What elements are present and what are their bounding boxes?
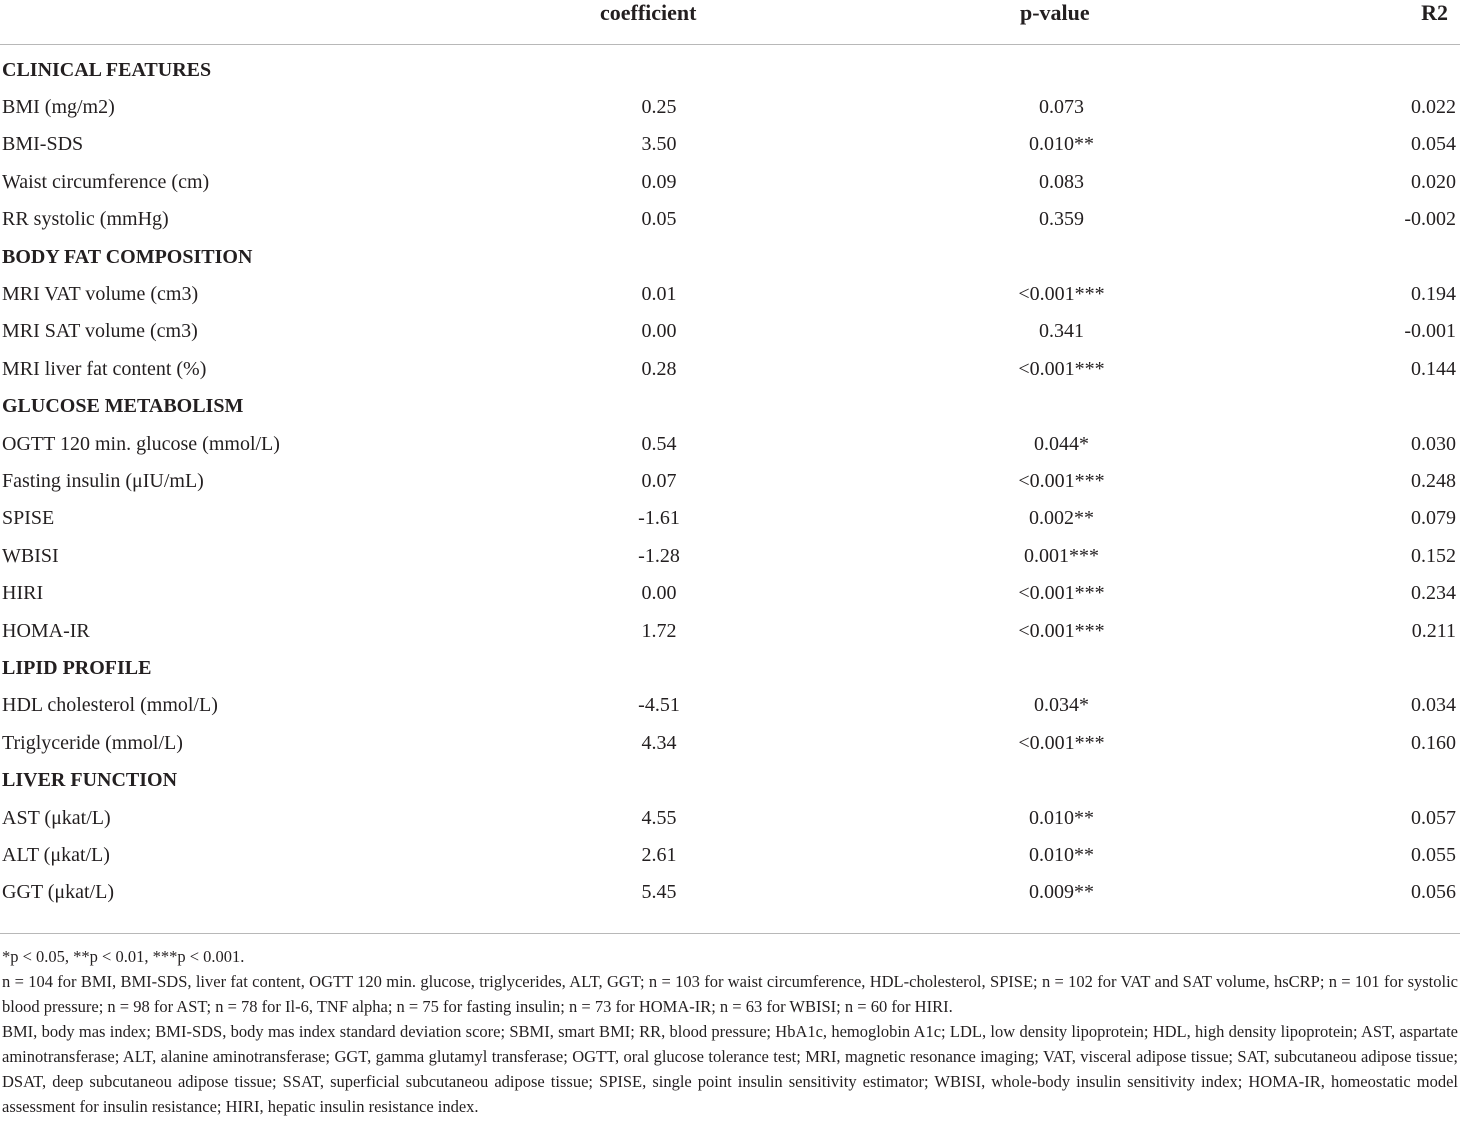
r2-cell: 0.152 <box>1411 544 1456 567</box>
r2-cell: -0.002 <box>1404 208 1456 231</box>
section-row <box>0 238 1460 275</box>
table-row <box>0 275 1460 312</box>
r2-cell: 0.022 <box>1411 96 1456 119</box>
row-label: MRI VAT volume (cm3) <box>2 283 199 306</box>
section-row <box>0 761 1460 798</box>
table-footnotes <box>2 944 1458 1119</box>
row-label: GGT (μkat/L) <box>2 881 114 904</box>
table-row <box>0 874 1460 911</box>
pvalue-cell: <0.001*** <box>1018 283 1105 306</box>
table-row <box>0 500 1460 537</box>
pvalue-cell: 0.010** <box>1029 806 1094 829</box>
r2-cell: 0.144 <box>1411 357 1456 380</box>
table-row <box>0 799 1460 836</box>
table-row <box>0 612 1460 649</box>
row-label: ALT (μkat/L) <box>2 843 110 866</box>
row-label: BMI (mg/m2) <box>2 96 115 119</box>
section-row <box>0 45 1460 89</box>
pvalue-cell: 0.009** <box>1029 881 1094 904</box>
pvalue-cell: 0.073 <box>1039 96 1084 119</box>
table-row <box>0 88 1460 125</box>
footnote-significance: *p < 0.05, **p < 0.01, ***p < 0.001. <box>2 947 245 966</box>
table-row <box>0 313 1460 350</box>
row-label: SPISE <box>2 507 55 530</box>
section-heading: GLUCOSE METABOLISM <box>2 395 244 418</box>
pvalue-cell: 0.002** <box>1029 507 1094 530</box>
coefficient-cell: 3.50 <box>641 133 677 156</box>
coefficient-cell: 0.05 <box>641 208 677 231</box>
row-label: HDL cholesterol (mmol/L) <box>2 694 218 717</box>
pvalue-cell: <0.001*** <box>1018 469 1105 492</box>
footnote-sample-sizes: n = 104 for BMI, BMI-SDS, liver fat content, OGTT 120 min. glucose, triglycerides, ALT, GGT; n = 103 for waist circumference, HDL-cholesterol, SPISE; n = 102 for VAT and SAT volume, hsCRP; n = 101 for systolic blood pressure; n = 98 for AST; n = 78 for Il-6, TNF alpha; n = 75 for fasting insulin; n = 73 for HOMA-IR; n = 63 for WBISI; n = 60 for HIRI. <box>2 972 1458 1016</box>
pvalue-cell: <0.001*** <box>1018 582 1105 605</box>
header-label-col <box>0 0 460 45</box>
coefficient-cell: 5.45 <box>641 881 677 904</box>
table-row <box>0 836 1460 873</box>
section-row <box>0 649 1460 686</box>
r2-cell: 0.211 <box>1411 619 1456 642</box>
row-label: HOMA-IR <box>2 619 90 642</box>
coefficient-cell: -1.28 <box>638 544 680 567</box>
row-label: RR systolic (mmHg) <box>2 208 169 231</box>
r2-cell: 0.055 <box>1411 843 1456 866</box>
table-header <box>0 0 1460 45</box>
header-r2: R2 <box>1263 0 1460 45</box>
coefficient-cell: 2.61 <box>641 843 677 866</box>
table-row <box>0 462 1460 499</box>
coefficient-cell: 0.54 <box>641 432 677 455</box>
section-heading: BODY FAT COMPOSITION <box>2 245 253 268</box>
footnote-abbreviations: BMI, body mas index; BMI-SDS, body mas index standard deviation score; SBMI, smart BMI; RR, blood pressure; HbA1c, hemoglobin A1c; LDL, low density lipoprotein; HDL, high density lipoprotein; AST, aspartate aminotransferase; ALT, alanine aminotransferase; GGT, gamma glutamyl transferase; OGTT, oral glucose tolerance test; MRI, magnetic resonance imaging; VAT, visceral adipose tissue; SAT, subcutaneou adipose tissue; DSAT, deep subcutaneou adipose tissue; SSAT, superficial subcutaneou adipose tissue; SPISE, single point insulin sensitivity estimator; WBISI, whole-body insulin sensitivity index; HOMA-IR, homeostatic model assessment for insulin resistance; HIRI, hepatic insulin resistance index. <box>2 1022 1458 1116</box>
row-label: HIRI <box>2 582 44 605</box>
r2-cell: 0.054 <box>1411 133 1456 156</box>
coefficient-cell: 4.55 <box>641 806 677 829</box>
table-row <box>0 537 1460 574</box>
section-heading: LIPID PROFILE <box>2 656 152 679</box>
row-label: WBISI <box>2 544 59 567</box>
r2-cell: 0.248 <box>1411 469 1456 492</box>
r2-cell: 0.194 <box>1411 283 1456 306</box>
table-row <box>0 201 1460 238</box>
coefficient-cell: 0.09 <box>641 170 677 193</box>
table-bottom-rule <box>0 933 1460 934</box>
coefficient-cell: 0.00 <box>641 582 677 605</box>
pvalue-cell: <0.001*** <box>1018 357 1105 380</box>
row-label: Triglyceride (mmol/L) <box>2 731 183 754</box>
r2-cell: 0.034 <box>1411 694 1456 717</box>
header-pvalue: p-value <box>860 0 1263 45</box>
row-label: Fasting insulin (μIU/mL) <box>2 469 204 492</box>
pvalue-cell: 0.010** <box>1029 843 1094 866</box>
r2-cell: 0.234 <box>1411 582 1456 605</box>
r2-cell: -0.001 <box>1404 320 1456 343</box>
row-label: BMI-SDS <box>2 133 84 156</box>
r2-cell: 0.020 <box>1411 170 1456 193</box>
pvalue-cell: 0.034* <box>1034 694 1089 717</box>
row-label: OGTT 120 min. glucose (mmol/L) <box>2 432 280 455</box>
table-row <box>0 163 1460 200</box>
section-heading: CLINICAL FEATURES <box>2 58 212 81</box>
row-label: MRI liver fat content (%) <box>2 357 207 380</box>
table-row <box>0 350 1460 387</box>
pvalue-cell: 0.341 <box>1039 320 1084 343</box>
pvalue-cell: 0.044* <box>1034 432 1089 455</box>
coefficient-cell: 4.34 <box>641 731 677 754</box>
coefficient-cell: 0.28 <box>641 357 677 380</box>
pvalue-cell: 0.359 <box>1039 208 1084 231</box>
r2-cell: 0.056 <box>1411 881 1456 904</box>
coefficient-cell: 0.00 <box>641 320 677 343</box>
table-row <box>0 687 1460 724</box>
table-row <box>0 126 1460 163</box>
section-row <box>0 388 1460 425</box>
row-label: Waist circumference (cm) <box>2 170 210 193</box>
coefficient-cell: -1.61 <box>638 507 680 530</box>
coefficient-cell: -4.51 <box>638 694 680 717</box>
pvalue-cell: <0.001*** <box>1018 731 1105 754</box>
pvalue-cell: 0.001*** <box>1024 544 1099 567</box>
table-body <box>0 45 1460 911</box>
coefficient-cell: 0.07 <box>641 469 677 492</box>
coefficient-cell: 0.01 <box>641 283 677 306</box>
table-row <box>0 574 1460 611</box>
r2-cell: 0.057 <box>1411 806 1456 829</box>
table-row <box>0 724 1460 761</box>
r2-cell: 0.079 <box>1411 507 1456 530</box>
row-label: AST (μkat/L) <box>2 806 111 829</box>
pvalue-cell: <0.001*** <box>1018 619 1105 642</box>
coefficient-cell: 1.72 <box>641 619 677 642</box>
table-row <box>0 425 1460 462</box>
section-heading: LIVER FUNCTION <box>2 769 178 792</box>
r2-cell: 0.160 <box>1411 731 1456 754</box>
header-coefficient: coefficient <box>460 0 860 45</box>
coefficient-cell: 0.25 <box>641 96 677 119</box>
r2-cell: 0.030 <box>1411 432 1456 455</box>
row-label: MRI SAT volume (cm3) <box>2 320 198 343</box>
pvalue-cell: 0.083 <box>1039 170 1084 193</box>
pvalue-cell: 0.010** <box>1029 133 1094 156</box>
